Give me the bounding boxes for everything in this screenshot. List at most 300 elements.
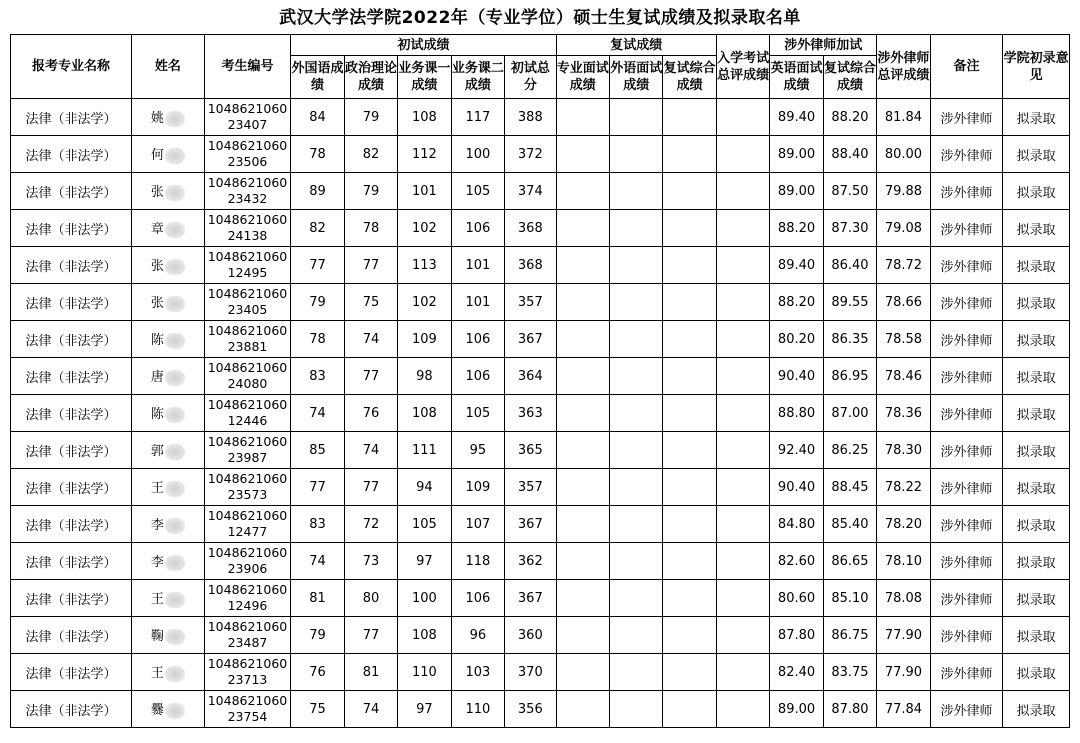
retest-overall-cell [663, 580, 716, 617]
table-row [11, 99, 1070, 136]
table-row [11, 173, 1070, 210]
prof-interview-cell [556, 432, 609, 469]
fl-retest-overall-cell: 88.45 [823, 469, 876, 506]
major-cell: 法律（非法学） [11, 210, 132, 247]
decision-cell: 拟录取 [1003, 469, 1070, 506]
name-text: 章 [150, 222, 164, 238]
prof-interview-cell [556, 543, 609, 580]
decision-cell: 拟录取 [1003, 358, 1070, 395]
course1-score-cell: 97 [398, 543, 451, 580]
exam-id-cell: 104862106012495 [204, 247, 291, 284]
fl-retest-overall-cell: 88.20 [823, 99, 876, 136]
overall-eval-cell [716, 469, 769, 506]
prelim-total-cell: 363 [505, 395, 556, 432]
foreign-score-cell: 77 [291, 247, 344, 284]
foreign-score-cell: 75 [291, 691, 344, 728]
name-text: 郭 [150, 444, 164, 460]
exam-id-cell: 104862106012496 [204, 580, 291, 617]
prelim-total-cell: 362 [505, 543, 556, 580]
remark-cell: 涉外律师 [930, 691, 1003, 728]
fl-retest-overall-cell: 83.75 [823, 654, 876, 691]
course2-score-cell: 103 [451, 654, 504, 691]
fl-retest-overall-cell: 86.65 [823, 543, 876, 580]
course2-score-cell: 106 [451, 210, 504, 247]
exam-id-cell: 104862106023713 [204, 654, 291, 691]
name-redaction [165, 185, 185, 201]
overall-eval-cell [716, 506, 769, 543]
header-foreign: 外国语成绩 [291, 56, 344, 99]
course1-score-cell: 102 [398, 210, 451, 247]
eng-interview-cell: 89.40 [770, 99, 823, 136]
major-cell: 法律（非法学） [11, 691, 132, 728]
major-cell: 法律（非法学） [11, 506, 132, 543]
name-text: 张 [150, 185, 164, 201]
remark-cell: 涉外律师 [930, 543, 1003, 580]
major-cell: 法律（非法学） [11, 247, 132, 284]
fl-overall-eval-cell: 78.10 [877, 543, 930, 580]
foreign-score-cell: 81 [291, 580, 344, 617]
name-redaction [165, 703, 185, 719]
foreign-score-cell: 85 [291, 432, 344, 469]
header-overall-eval: 入学考试总评成绩 [716, 35, 769, 99]
fl-retest-overall-cell: 87.30 [823, 210, 876, 247]
fl-overall-eval-cell: 78.30 [877, 432, 930, 469]
retest-overall-cell [663, 173, 716, 210]
fl-overall-eval-cell: 78.58 [877, 321, 930, 358]
major-cell: 法律（非法学） [11, 654, 132, 691]
name-redaction [165, 592, 185, 608]
fl-overall-eval-cell: 78.08 [877, 580, 930, 617]
course2-score-cell: 101 [451, 284, 504, 321]
prelim-total-cell: 356 [505, 691, 556, 728]
retest-overall-cell [663, 284, 716, 321]
course1-score-cell: 97 [398, 691, 451, 728]
prof-interview-cell [556, 580, 609, 617]
eng-interview-cell: 88.80 [770, 395, 823, 432]
prof-interview-cell [556, 321, 609, 358]
decision-cell: 拟录取 [1003, 691, 1070, 728]
fl-overall-eval-cell: 81.84 [877, 99, 930, 136]
retest-overall-cell [663, 395, 716, 432]
name-cell [132, 543, 205, 580]
header-course2: 业务课二成绩 [451, 56, 504, 99]
major-cell: 法律（非法学） [11, 321, 132, 358]
name-text: 王 [150, 481, 164, 497]
prof-interview-cell [556, 99, 609, 136]
decision-cell: 拟录取 [1003, 173, 1070, 210]
eng-interview-cell: 90.40 [770, 469, 823, 506]
decision-cell: 拟录取 [1003, 432, 1070, 469]
eng-interview-cell: 84.80 [770, 506, 823, 543]
header-prof-interview: 专业面试成绩 [556, 56, 609, 99]
table-row [11, 543, 1070, 580]
eng-interview-cell: 82.40 [770, 654, 823, 691]
remark-cell: 涉外律师 [930, 469, 1003, 506]
name-text: 张 [150, 259, 164, 275]
table-row [11, 321, 1070, 358]
course2-score-cell: 105 [451, 395, 504, 432]
name-cell [132, 506, 205, 543]
name-text: 唐 [150, 370, 164, 386]
eng-interview-cell: 88.20 [770, 284, 823, 321]
name-text: 姚 [150, 111, 164, 127]
header-prelim-total: 初试总分 [505, 56, 556, 99]
prof-interview-cell [556, 247, 609, 284]
header-decision: 学院初录意见 [1003, 35, 1070, 99]
table-row [11, 284, 1070, 321]
exam-id-cell: 104862106023881 [204, 321, 291, 358]
lang-interview-cell [610, 173, 663, 210]
foreign-score-cell: 76 [291, 654, 344, 691]
fl-retest-overall-cell: 88.40 [823, 136, 876, 173]
remark-cell: 涉外律师 [930, 173, 1003, 210]
decision-cell: 拟录取 [1003, 136, 1070, 173]
name-cell [132, 580, 205, 617]
remark-cell: 涉外律师 [930, 395, 1003, 432]
lang-interview-cell [610, 469, 663, 506]
overall-eval-cell [716, 99, 769, 136]
major-cell: 法律（非法学） [11, 617, 132, 654]
fl-overall-eval-cell: 78.22 [877, 469, 930, 506]
fl-overall-eval-cell: 80.00 [877, 136, 930, 173]
prof-interview-cell [556, 395, 609, 432]
remark-cell: 涉外律师 [930, 358, 1003, 395]
prelim-total-cell: 368 [505, 247, 556, 284]
exam-id-cell: 104862106023906 [204, 543, 291, 580]
course1-score-cell: 98 [398, 358, 451, 395]
major-cell: 法律（非法学） [11, 173, 132, 210]
name-cell [132, 173, 205, 210]
foreign-score-cell: 78 [291, 321, 344, 358]
prelim-total-cell: 388 [505, 99, 556, 136]
prelim-total-cell: 360 [505, 617, 556, 654]
politics-score-cell: 81 [344, 654, 397, 691]
course2-score-cell: 96 [451, 617, 504, 654]
decision-cell: 拟录取 [1003, 580, 1070, 617]
overall-eval-cell [716, 358, 769, 395]
name-text: 王 [150, 666, 164, 682]
header-fl-overall-eval: 涉外律师总评成绩 [877, 35, 930, 99]
politics-score-cell: 75 [344, 284, 397, 321]
prelim-total-cell: 357 [505, 284, 556, 321]
major-cell: 法律（非法学） [11, 543, 132, 580]
course1-score-cell: 102 [398, 284, 451, 321]
course1-score-cell: 108 [398, 395, 451, 432]
name-redaction [165, 222, 185, 238]
prelim-total-cell: 368 [505, 210, 556, 247]
foreign-score-cell: 83 [291, 358, 344, 395]
foreign-score-cell: 79 [291, 617, 344, 654]
major-cell: 法律（非法学） [11, 358, 132, 395]
name-redaction [165, 296, 185, 312]
table-row [11, 469, 1070, 506]
foreign-score-cell: 77 [291, 469, 344, 506]
remark-cell: 涉外律师 [930, 432, 1003, 469]
eng-interview-cell: 82.60 [770, 543, 823, 580]
lang-interview-cell [610, 543, 663, 580]
fl-retest-overall-cell: 87.50 [823, 173, 876, 210]
table-row [11, 136, 1070, 173]
prof-interview-cell [556, 173, 609, 210]
overall-eval-cell [716, 654, 769, 691]
name-redaction [165, 481, 185, 497]
fl-retest-overall-cell: 86.25 [823, 432, 876, 469]
course1-score-cell: 109 [398, 321, 451, 358]
prelim-total-cell: 367 [505, 506, 556, 543]
retest-overall-cell [663, 617, 716, 654]
lang-interview-cell [610, 136, 663, 173]
header-retest-group: 复试成绩 [556, 35, 716, 56]
retest-overall-cell [663, 247, 716, 284]
retest-overall-cell [663, 99, 716, 136]
foreign-score-cell: 83 [291, 506, 344, 543]
course1-score-cell: 108 [398, 617, 451, 654]
remark-cell: 涉外律师 [930, 99, 1003, 136]
exam-id-cell: 104862106023405 [204, 284, 291, 321]
politics-score-cell: 78 [344, 210, 397, 247]
page-title: 武汉大学法学院2022年（专业学位）硕士生复试成绩及拟录取名单 [279, 8, 801, 28]
remark-cell: 涉外律师 [930, 247, 1003, 284]
prelim-total-cell: 357 [505, 469, 556, 506]
fl-overall-eval-cell: 77.90 [877, 654, 930, 691]
foreign-score-cell: 79 [291, 284, 344, 321]
table-row [11, 691, 1070, 728]
course2-score-cell: 110 [451, 691, 504, 728]
header-fl-retest-overall: 复试综合成绩 [823, 56, 876, 99]
fl-retest-overall-cell: 86.40 [823, 247, 876, 284]
prelim-total-cell: 370 [505, 654, 556, 691]
table-row [11, 247, 1070, 284]
overall-eval-cell [716, 543, 769, 580]
name-redaction [165, 629, 185, 645]
name-cell [132, 691, 205, 728]
lang-interview-cell [610, 617, 663, 654]
exam-id-cell: 104862106023432 [204, 173, 291, 210]
header-politics: 政治理论成绩 [344, 56, 397, 99]
lang-interview-cell [610, 432, 663, 469]
exam-id-cell: 104862106024138 [204, 210, 291, 247]
decision-cell: 拟录取 [1003, 284, 1070, 321]
overall-eval-cell [716, 617, 769, 654]
lang-interview-cell [610, 395, 663, 432]
header-remark: 备注 [930, 35, 1003, 99]
major-cell: 法律（非法学） [11, 136, 132, 173]
fl-retest-overall-cell: 87.80 [823, 691, 876, 728]
course1-score-cell: 108 [398, 99, 451, 136]
overall-eval-cell [716, 321, 769, 358]
prof-interview-cell [556, 136, 609, 173]
name-cell [132, 395, 205, 432]
header-foreign-law-group: 涉外律师加试 [770, 35, 877, 56]
fl-overall-eval-cell: 78.20 [877, 506, 930, 543]
table-row [11, 432, 1070, 469]
name-redaction [165, 444, 185, 460]
decision-cell: 拟录取 [1003, 247, 1070, 284]
course2-score-cell: 95 [451, 432, 504, 469]
prof-interview-cell [556, 284, 609, 321]
retest-overall-cell [663, 506, 716, 543]
retest-overall-cell [663, 321, 716, 358]
politics-score-cell: 82 [344, 136, 397, 173]
exam-id-cell: 104862106023487 [204, 617, 291, 654]
decision-cell: 拟录取 [1003, 506, 1070, 543]
lang-interview-cell [610, 247, 663, 284]
eng-interview-cell: 89.40 [770, 247, 823, 284]
lang-interview-cell [610, 210, 663, 247]
major-cell: 法律（非法学） [11, 469, 132, 506]
fl-overall-eval-cell: 79.08 [877, 210, 930, 247]
course1-score-cell: 94 [398, 469, 451, 506]
lang-interview-cell [610, 506, 663, 543]
fl-overall-eval-cell: 78.66 [877, 284, 930, 321]
decision-cell: 拟录取 [1003, 543, 1070, 580]
course1-score-cell: 110 [398, 654, 451, 691]
prof-interview-cell [556, 617, 609, 654]
exam-id-cell: 104862106023754 [204, 691, 291, 728]
prelim-total-cell: 367 [505, 580, 556, 617]
decision-cell: 拟录取 [1003, 99, 1070, 136]
course2-score-cell: 105 [451, 173, 504, 210]
table-row [11, 617, 1070, 654]
name-redaction [165, 407, 185, 423]
retest-overall-cell [663, 654, 716, 691]
foreign-score-cell: 82 [291, 210, 344, 247]
course2-score-cell: 101 [451, 247, 504, 284]
name-redaction [165, 111, 185, 127]
course1-score-cell: 101 [398, 173, 451, 210]
header-course1: 业务课一成绩 [398, 56, 451, 99]
course1-score-cell: 105 [398, 506, 451, 543]
table-row [11, 210, 1070, 247]
fl-overall-eval-cell: 79.88 [877, 173, 930, 210]
course2-score-cell: 106 [451, 321, 504, 358]
name-cell [132, 358, 205, 395]
table-header [11, 35, 1070, 99]
course2-score-cell: 118 [451, 543, 504, 580]
prof-interview-cell [556, 358, 609, 395]
table-row [11, 580, 1070, 617]
name-redaction [165, 259, 185, 275]
name-text: 何 [150, 148, 164, 164]
course2-score-cell: 100 [451, 136, 504, 173]
prelim-total-cell: 372 [505, 136, 556, 173]
eng-interview-cell: 87.80 [770, 617, 823, 654]
name-text: 李 [150, 555, 164, 571]
course1-score-cell: 112 [398, 136, 451, 173]
eng-interview-cell: 90.40 [770, 358, 823, 395]
eng-interview-cell: 80.60 [770, 580, 823, 617]
major-cell: 法律（非法学） [11, 284, 132, 321]
retest-overall-cell [663, 136, 716, 173]
name-cell [132, 432, 205, 469]
eng-interview-cell: 80.20 [770, 321, 823, 358]
remark-cell: 涉外律师 [930, 284, 1003, 321]
retest-overall-cell [663, 432, 716, 469]
eng-interview-cell: 89.00 [770, 691, 823, 728]
course1-score-cell: 113 [398, 247, 451, 284]
eng-interview-cell: 88.20 [770, 210, 823, 247]
lang-interview-cell [610, 99, 663, 136]
overall-eval-cell [716, 247, 769, 284]
politics-score-cell: 80 [344, 580, 397, 617]
politics-score-cell: 74 [344, 321, 397, 358]
course1-score-cell: 100 [398, 580, 451, 617]
prelim-total-cell: 364 [505, 358, 556, 395]
prelim-total-cell: 374 [505, 173, 556, 210]
fl-retest-overall-cell: 86.75 [823, 617, 876, 654]
fl-overall-eval-cell: 77.90 [877, 617, 930, 654]
overall-eval-cell [716, 580, 769, 617]
prof-interview-cell [556, 469, 609, 506]
fl-retest-overall-cell: 85.40 [823, 506, 876, 543]
name-cell [132, 617, 205, 654]
decision-cell: 拟录取 [1003, 654, 1070, 691]
foreign-score-cell: 84 [291, 99, 344, 136]
fl-overall-eval-cell: 78.46 [877, 358, 930, 395]
exam-id-cell: 104862106023573 [204, 469, 291, 506]
remark-cell: 涉外律师 [930, 580, 1003, 617]
exam-id-cell: 104862106012446 [204, 395, 291, 432]
fl-retest-overall-cell: 85.10 [823, 580, 876, 617]
overall-eval-cell [716, 432, 769, 469]
major-cell: 法律（非法学） [11, 580, 132, 617]
name-redaction [165, 518, 185, 534]
fl-retest-overall-cell: 86.35 [823, 321, 876, 358]
fl-overall-eval-cell: 77.84 [877, 691, 930, 728]
retest-overall-cell [663, 469, 716, 506]
eng-interview-cell: 92.40 [770, 432, 823, 469]
lang-interview-cell [610, 321, 663, 358]
politics-score-cell: 74 [344, 691, 397, 728]
remark-cell: 涉外律师 [930, 506, 1003, 543]
name-text: 陈 [150, 333, 164, 349]
lang-interview-cell [610, 284, 663, 321]
retest-overall-cell [663, 691, 716, 728]
remark-cell: 涉外律师 [930, 654, 1003, 691]
overall-eval-cell [716, 136, 769, 173]
remark-cell: 涉外律师 [930, 321, 1003, 358]
fl-retest-overall-cell: 89.55 [823, 284, 876, 321]
name-text: 陈 [150, 407, 164, 423]
lang-interview-cell [610, 580, 663, 617]
prof-interview-cell [556, 691, 609, 728]
exam-id-cell: 104862106012477 [204, 506, 291, 543]
lang-interview-cell [610, 654, 663, 691]
retest-overall-cell [663, 358, 716, 395]
major-cell: 法律（非法学） [11, 99, 132, 136]
name-text: 张 [150, 296, 164, 312]
name-cell [132, 136, 205, 173]
fl-retest-overall-cell: 86.95 [823, 358, 876, 395]
foreign-score-cell: 74 [291, 395, 344, 432]
overall-eval-cell [716, 210, 769, 247]
exam-id-cell: 104862106023987 [204, 432, 291, 469]
name-cell [132, 284, 205, 321]
politics-score-cell: 72 [344, 506, 397, 543]
exam-id-cell: 104862106023506 [204, 136, 291, 173]
exam-id-cell: 104862106023407 [204, 99, 291, 136]
name-cell [132, 247, 205, 284]
name-text: 爨 [150, 703, 164, 719]
exam-id-cell: 104862106024080 [204, 358, 291, 395]
overall-eval-cell [716, 284, 769, 321]
politics-score-cell: 73 [344, 543, 397, 580]
politics-score-cell: 77 [344, 247, 397, 284]
decision-cell: 拟录取 [1003, 210, 1070, 247]
foreign-score-cell: 89 [291, 173, 344, 210]
fl-retest-overall-cell: 87.00 [823, 395, 876, 432]
table-row [11, 358, 1070, 395]
